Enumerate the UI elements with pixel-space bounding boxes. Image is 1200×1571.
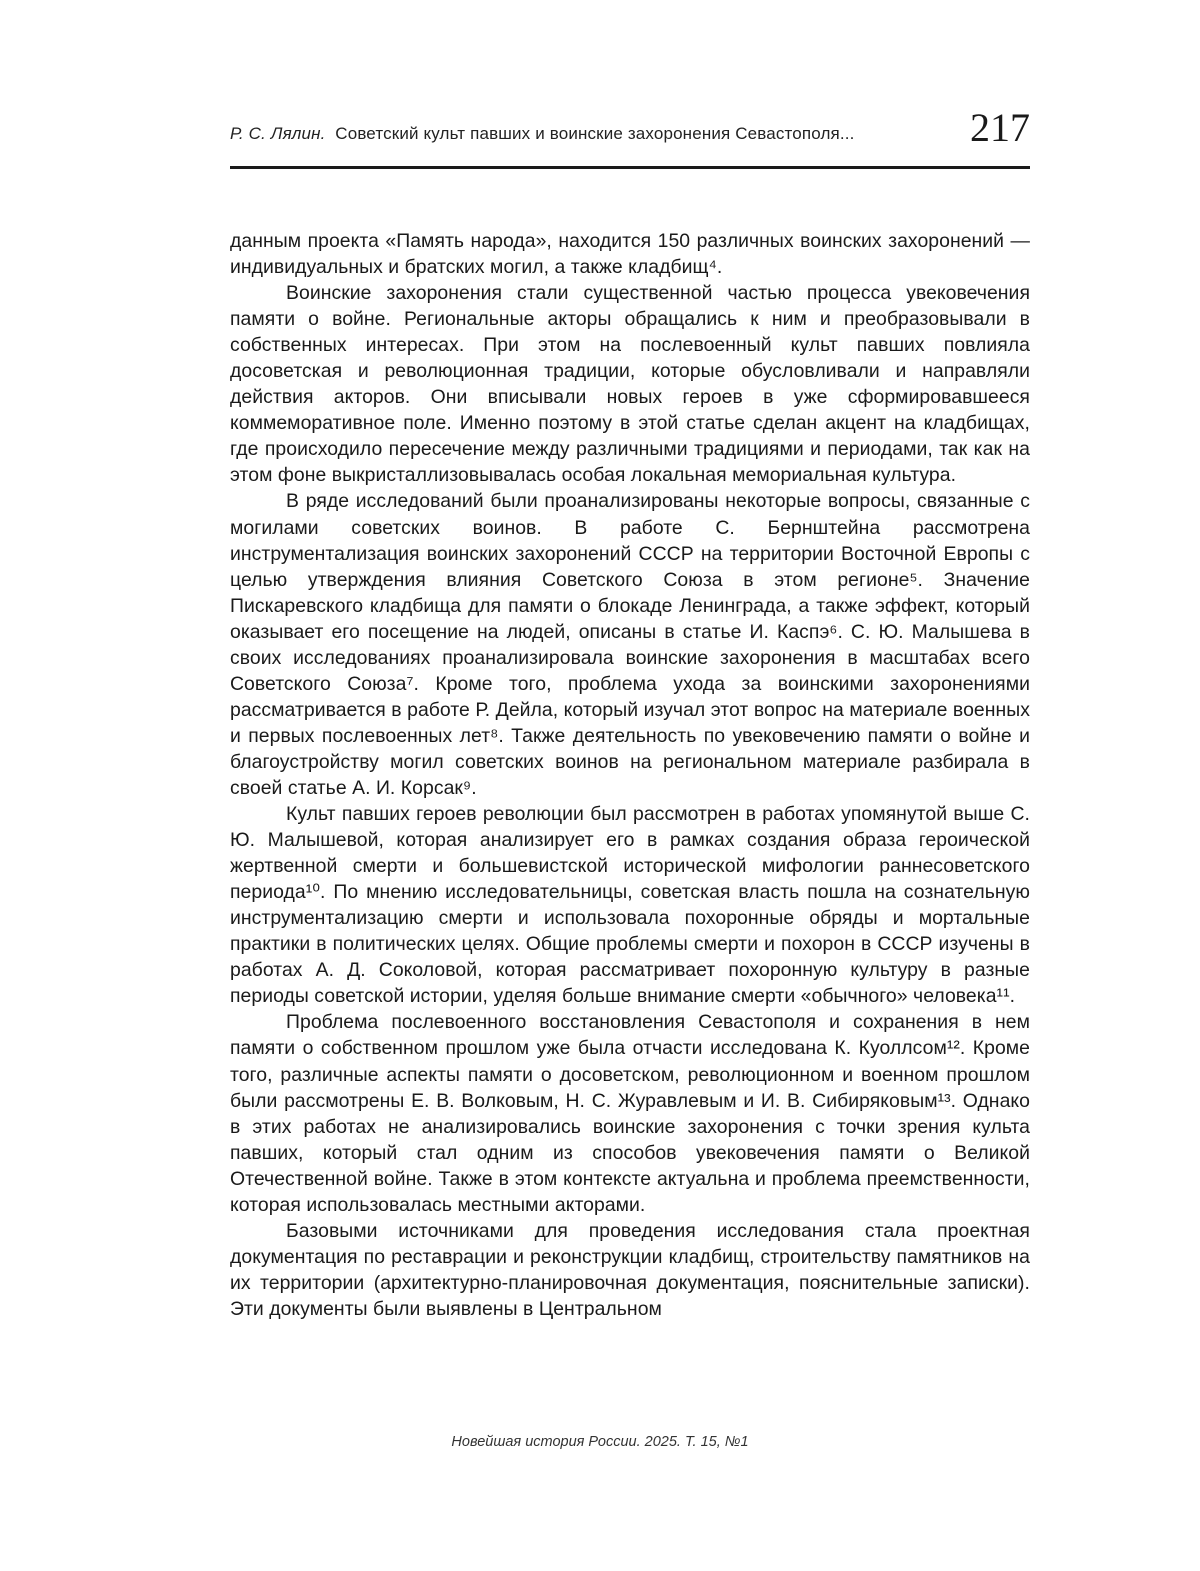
header-author: Р. С. Лялин. <box>230 124 326 143</box>
running-head <box>230 124 855 144</box>
paragraph-5: Проблема послевоенного восстановления Севастополя и сохранения в нем памяти о собственном прошлом уже была отчасти исследована К. Куоллсом¹². Кроме того, различные аспекты памяти о досоветском, революционном и военном прошлом были рассмотрены Е. В. Волковым, Н. С. Журавлевым и И. В. Сибиряковым¹³. Однако в этих работах не анализировались воинские захоронения с точки зрения культа павших, который стал одним из способов увековечения памяти о Великой Отечественной войне. Также в этом контексте актуальна и проблема преемственности, которая использовалась местными акторами. <box>230 1011 1030 1216</box>
header-title: Советский культ павших и воинские захоронения Севастополя... <box>335 124 855 143</box>
journal-footer: Новейшая история России. 2025. Т. 15, №1 <box>451 1434 749 1450</box>
paragraph-3: В ряде исследований были проанализированы некоторые вопросы, связанные с могилами советских воинов. В работе С. Бернштейна рассмотрена инструментализация воинских захоронений СССР на территории Восточной Европы с целью утверждения влияния Советского Союза в этом регионе⁵. Значение Пискаревского кладбища для памяти о блокаде Ленинграда, а также эффект, который оказывает его посещение на людей, описаны в статье И. Каспэ⁶. С. Ю. Малышева в своих исследованиях проанализировала воинские захоронения в масштабах всего Советского Союза⁷. Кроме того, проблема ухода за воинскими захоронениями рассматривается в работе Р. Дейла, который изучал этот вопрос на материале военных и первых послевоенных лет⁸. Также деятельность по увековечению памяти о войне и благоустройству могил советских воинов на региональном материале разбирала в своей статье А. И. Корсак⁹. <box>230 490 1030 799</box>
paragraph-4: Культ павших героев революции был рассмотрен в работах упомянутой выше С. Ю. Малышевой, которая анализирует его в рамках создания образа героической жертвенной смерти и большевистской исторической мифологии раннесоветского периода¹⁰. По мнению исследовательницы, советская власть пошла на сознательную инструментализацию смерти и использовала похоронные обряды и мортальные практики в политических целях. Общие проблемы смерти и похорон в СССР изучены в работах А. Д. Соколовой, которая рассматривает похоронную культуру в разные периоды советской истории, уделяя больше внимание смерти «обычного» человека¹¹. <box>230 803 1030 1008</box>
paragraph-1: данным проекта «Память народа», находится 150 различных воинских захоронений — индивидуальных и братских могил, а также кладбищ⁴. <box>230 230 1030 279</box>
header-rule <box>230 166 1030 169</box>
paragraph-2: Воинские захоронения стали существенной частью процесса увековечения памяти о войне. Региональные акторы обращались к ним и преобразовывали в собственных интересах. При этом на послевоенный культ павших повлияла досоветская и революционная традиции, которые обусловливали и направляли действия акторов. Они вписывали новых героев в уже сформировавшееся коммеморативное поле. Именно поэтому в этой статье сделан акцент на кладбищах, где происходило пересечение между различными традициями и периодами, так как на этом фоне выкристаллизовывалась особая локальная мемориальная культура. <box>230 282 1030 487</box>
paragraph-6: Базовыми источниками для проведения исследования стала проектная документация по реставрации и реконструкции кладбищ, строительству памятников на их территории (архитектурно-планировочная документация, пояснительные записки). Эти документы были выявлены в Центральном <box>230 1219 1030 1320</box>
running-header <box>230 105 1030 152</box>
article-body <box>230 228 1030 1322</box>
page-number: 217 <box>970 105 1030 150</box>
